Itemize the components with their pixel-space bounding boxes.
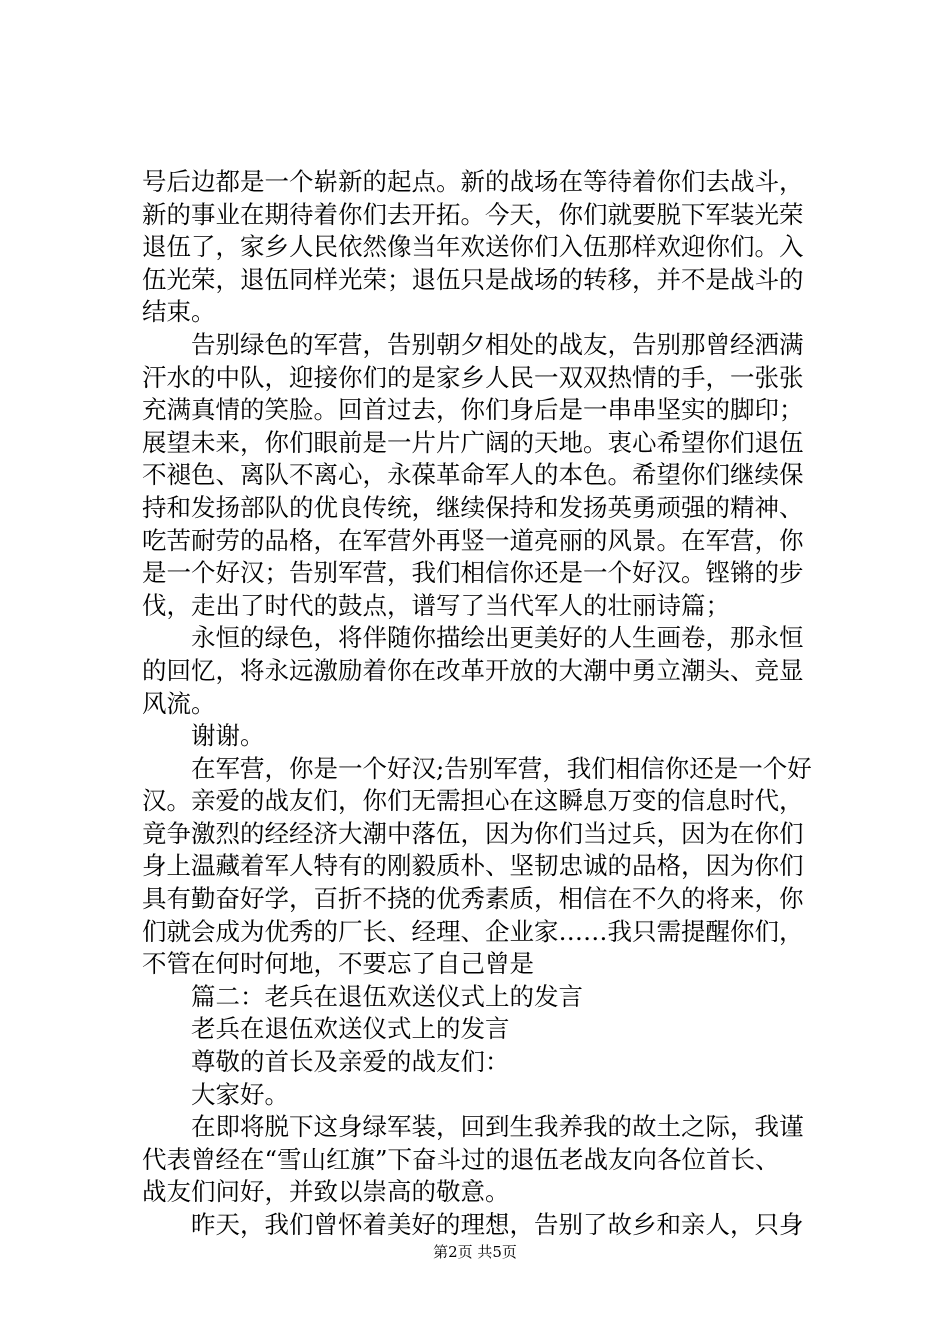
text-line: 的回忆，将永远激励着你在改革开放的大潮中勇立潮头、竞显 — [142, 655, 804, 685]
text-line: 永恒的绿色，将伴随你描绘出更美好的人生画卷，那永恒 — [191, 623, 804, 653]
text-line: 大家好。 — [191, 1079, 289, 1109]
text-line: 吃苦耐劳的品格，在军营外再竖一道亮丽的风景。在军营，你 — [142, 525, 804, 555]
text-line: 号后边都是一个崭新的起点。新的战场在等待着你们去战斗， — [142, 167, 804, 196]
text-line: 竟争激烈的经经济大潮中落伍，因为你们当过兵，因为在你们 — [142, 818, 804, 848]
text-line: 伐，走出了时代的鼓点，谱写了当代军人的壮丽诗篇； — [142, 590, 730, 620]
text-line: 风流。 — [142, 688, 216, 718]
body-text — [142, 166, 842, 1242]
text-line: 战友们问好，并致以崇高的敬意。 — [142, 1177, 510, 1207]
text-line: 不管在何时何地，不要忘了自己曾是 — [142, 949, 534, 979]
text-line: 篇二：老兵在退伍欢送仪式上的发言 — [191, 981, 583, 1011]
text-line: 汉。亲爱的战友们，你们无需担心在这瞬息万变的信息时代， — [142, 786, 804, 816]
text-line: 新的事业在期待着你们去开拓。今天，你们就要脱下军装光荣 — [142, 199, 804, 229]
text-line: 不褪色、离队不离心，永葆革命军人的本色。希望你们继续保 — [142, 460, 804, 490]
text-line: 身上温藏着军人特有的刚毅质朴、坚韧忠诚的品格，因为你们 — [142, 851, 804, 881]
text-line: 代表曾经在“雪山红旗”下奋斗过的退伍老战友向各位首长、 — [142, 1144, 780, 1174]
page-footer: 第2页 共5页 — [433, 1243, 517, 1261]
text-line: 告别绿色的军营，告别朝夕相处的战友，告别那曾经洒满 — [191, 329, 804, 359]
text-line: 汗水的中队，迎接你们的是家乡人民一双双热情的手，一张张 — [142, 362, 804, 392]
text-line: 在即将脱下这身绿军装，回到生我养我的故土之际，我谨 — [191, 1112, 804, 1142]
text-line: 退伍了，家乡人民依然像当年欢送你们入伍那样欢迎你们。入 — [142, 232, 804, 262]
text-line: 伍光荣，退伍同样光荣；退伍只是战场的转移，并不是战斗的 — [142, 264, 804, 294]
text-line: 在军营，你是一个好汉;告别军营，我们相信你还是一个好 — [191, 753, 812, 783]
text-line: 结束。 — [142, 297, 216, 327]
text-line: 尊敬的首长及亲爱的战友们： — [191, 1047, 510, 1077]
text-line: 充满真情的笑脸。回首过去，你们身后是一串串坚实的脚印； — [142, 395, 804, 425]
text-line: 持和发扬部队的优良传统，继续保持和发扬英勇顽强的精神、 — [142, 492, 804, 522]
text-line: 老兵在退伍欢送仪式上的发言 — [191, 1014, 510, 1044]
text-line: 展望未来，你们眼前是一片片广阔的天地。衷心希望你们退伍 — [142, 427, 804, 457]
text-line: 昨天，我们曾怀着美好的理想，告别了故乡和亲人，只身 — [191, 1210, 804, 1239]
text-line: 具有勤奋好学，百折不挠的优秀素质，相信在不久的将来，你 — [142, 884, 804, 914]
text-line: 们就会成为优秀的厂长、经理、企业家……我只需提醒你们， — [142, 916, 804, 946]
text-line: 谢谢。 — [191, 721, 265, 751]
text-line: 是一个好汉；告别军营，我们相信你还是一个好汉。铿锵的步 — [142, 558, 804, 588]
